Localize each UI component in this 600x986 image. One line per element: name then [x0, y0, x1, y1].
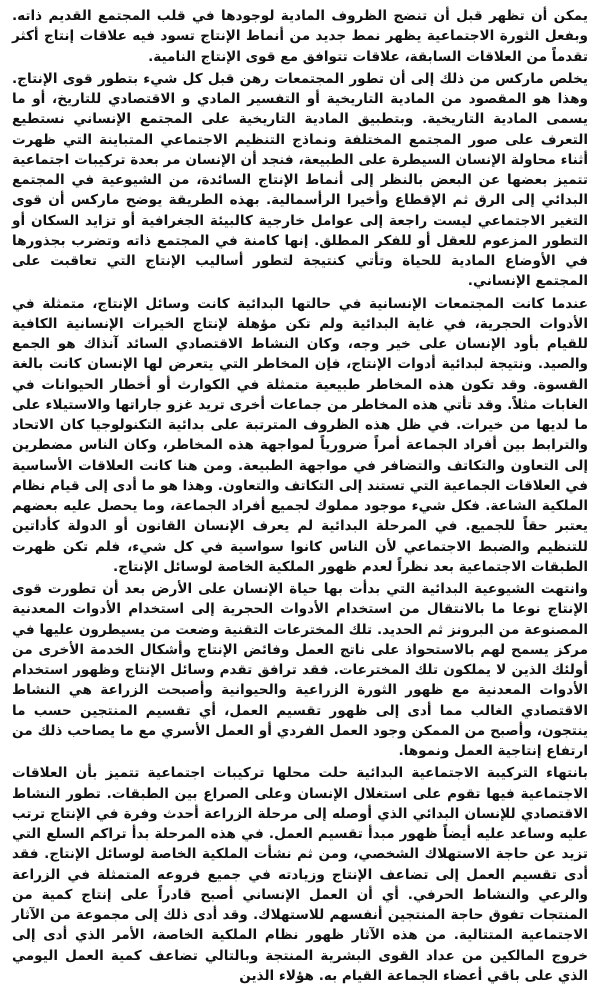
- paragraph-5: بانتهاء التركيبة الاجتماعية البدائية حلت محلها تركيبات اجتماعية تتميز بأن العلاقات الاجتماعية فيها تقوم على استغلال الإنسان وعلى الصراع بين الطبقات. تطور النشاط الاقتصادي للإنسان البدائي الذي أوصله إلى مرحلة الزراعة أحدث وفرة في الإنتاج ترتب عليه وساعد عليه أيضاً ظهور مبدأ تقسيم العمل. في هذه المرحلة بدأ تراكم السلع التي تزيد عن حاجة الاستهلاك الشخصي، ومن ثم نشأت الملكية الخاصة لوسائل الإنتاج. فقد أدى تقسيم العمل إلى تضاعف الإنتاج وزيادته في جميع فروعه المتمثلة في الزراعة والرعي والنشاط الحرفي. أي أن العمل الإنساني أصبح قادراً على إنتاج كمية من المنتجات تفوق حاجة المنتجين أنفسهم للاستهلاك. وقد أدى ذلك إلى مجموعة من الآثار الاجتماعية المتتالية. من هذه الآثار ظهور نظام الملكية الخاصة، الأمر الذي أدى إلى خروج المالكين من عداد القوى البشرية المنتجة وبالتالي تضاعف كمية العمل اليومي الذي على باقي أعضاء الجماعة القيام به. هؤلاء الذين: [12, 765, 588, 984]
- paragraph-4: وانتهت الشيوعية البدائية التي بدأت بها حياة الإنسان على الأرض بعد أن تطورت قوى الإنتاج نوعا ما بالانتقال من استخدام الأدوات الحجرية إلى استخدام الأدوات المعدنية المصنوعة من البرونز ثم الحديد. تلك المخترعات التقنية وضعت من يسيطرون عليها في مركز يسمح لهم بالاستحواذ على ناتج العمل وفائض الإنتاج وأشكال الخدمة الأخرى من أولئك الذين لا يملكون تلك المخترعات. فقد ترافق تقدم وسائل الإنتاج وظهور استخدام الأدوات المعدنية مع ظهور الثورة الزراعية والحيوانية وأصبحت الزراعة هي النشاط الاقتصادي الغالب مما أدى إلى ظهور تقسيم العمل، أي تقسيم المنتجين حسب ما ينتجون، وأصبح من الممكن وجود العمل الفردي أو العمل الأسري مع ما يصاحب ذلك من ارتفاع إنتاجية العمل ونموها.: [12, 581, 588, 759]
- paragraph-2: يخلص ماركس من ذلك إلى أن تطور المجتمعات رهن قبل كل شيء بتطور قوى الإنتاج. وهذا هو المقصود من المادية التاريخية أو التفسير المادي و الاقتصادي للتاريخ، أو ما يسمى المادية التاريخية. وبتطبيق المادية التاريخية على المجتمع الإنساني نستطيع التعرف على صور المجتمع المختلفة ونماذج التنظيم الاجتماعي المتباينة التي ظهرت أثناء محاولة الإنسان السيطرة على الطبيعة، فنجد أن الإنسان مر بعدة تركيبات اجتماعية تتميز بعضها عن البعض بالنظر إلى أنماط الإنتاج السائدة، من الشيوعية في المجتمع البدائي إلى الرق ثم الإقطاع وأخيرا الرأسمالية. بهذه الطريقة يوضح ماركس أن قوى التغير الاجتماعي ليست راجعة إلى عوامل خارجية كالبيئة الجغرافية أو تزايد السكان أو التطور المزعوم للعقل أو للفكر المطلق. إنها كامنة في المجتمع ذاته وتضرب بجذورها في الأوضاع المادية للحياة وتأتي كنتيجة لتطور أساليب الإنتاج التي تعاقبت على المجتمع الإنساني.: [12, 70, 588, 290]
- paragraph-1: يمكن أن تظهر قبل أن تنضج الظروف المادية لوجودها في قلب المجتمع القديم ذاته. وبفعل الثورة الاجتماعية يظهر نمط جديد من أنماط الإنتاج تسود فيه علاقات إنتاج أكثر تقدماً من العلاقات السابقة، علاقات تتوافق مع قوى الإنتاج النامية.: [12, 8, 588, 65]
- paragraph-3: عندما كانت المجتمعات الإنسانية في حالتها البدائية كانت وسائل الإنتاج، متمثلة في الأدوات الحجرية، في غاية البدائية ولم تكن مؤهلة لإنتاج الخيرات الإنسانية الكافية للقيام بأود الإنسان على خير وجه، وكان النشاط الاقتصادي السائد آنذاك هو الجمع والصيد. ونتيجة لبدائية أدوات الإنتاج، فإن المخاطر التي يتعرض لها الإنسان كانت بالغة القسوة. وقد تكون هذه المخاطر طبيعية متمثلة في الكوارث أو أخطار الحيوانات في الغابات مثلاً. وقد تأتي هذه المخاطر من جماعات أخرى تريد غزو جاراتها والاستيلاء على ما لديها من خيرات. في ظل هذه الظروف المترتبة على بدائية التكنولوجيا كان الاتحاد والترابط بين أفراد الجماعة أمراً ضرورياً لمواجهة هذه المخاطر، وكان الناس مضطرين إلى التعاون والتكاتف والتضافر في مواجهة الطبيعة. ومن هنا كانت العلاقات الأساسية في العلاقات الجماعية التي تستند إلى التكاتف والتعاون. وهذا هو ما أدى إلى قيام نظام الملكية الشاعة. فكل شيء موجود مملوك لجميع أفراد الجماعة، وما يحصل عليه بعضهم يعتبر حقاً للجميع. في المرحلة البدائية لم يعرف الإنسان القانون أو الدولة كأداتين للتنظيم والضبط الاجتماعي لأن الناس كانوا سواسية في كل شيء، فلم تكن ظهرت الطبقات الاجتماعية بعد نظراً لعدم ظهور الملكية الخاصة لوسائل الإنتاج.: [12, 295, 588, 575]
